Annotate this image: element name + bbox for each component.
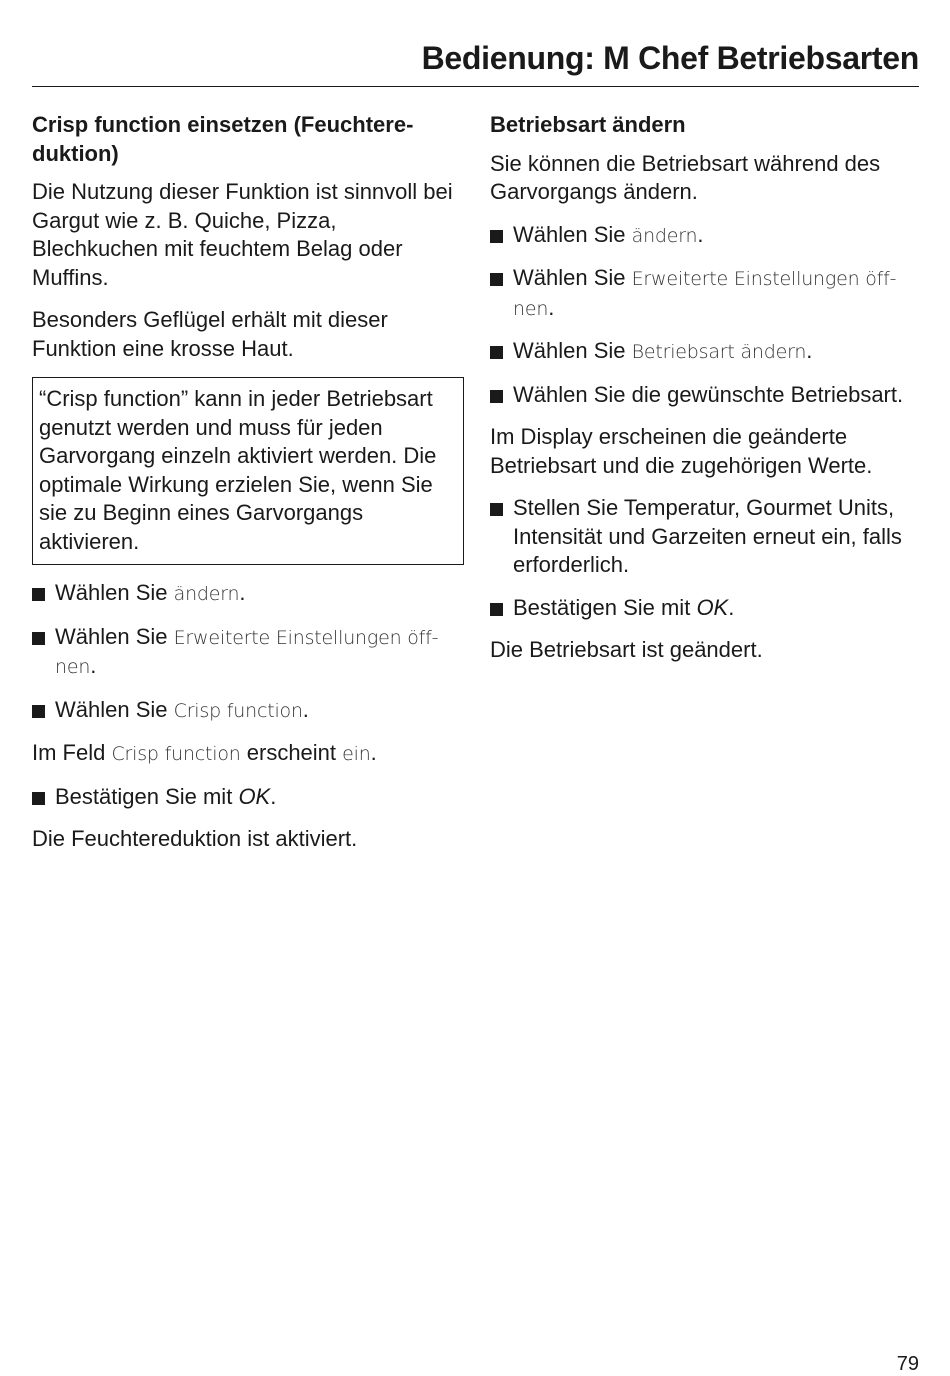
right-step-set-values bbox=[490, 494, 922, 580]
section-heading-crisp-function: Crisp function einsetzen (Feuchtereduktion) bbox=[32, 112, 414, 166]
step-text: Wählen Sie bbox=[55, 623, 174, 649]
step-text: Wählen Sie bbox=[513, 338, 632, 363]
crisp-note-text: “Crisp function” kann in jeder Betriebsart genutzt werden und muss für jeden Garvorgang einzeln aktiviert werden. Die optimale Wirkung erzielen Sie, wenn Sie sie zu Beginn eines Garvorgangs aktivieren. bbox=[39, 386, 437, 554]
step-punct: . bbox=[302, 696, 309, 722]
crisp-result-paragraph: Die Feuchtereduktion ist aktiviert. bbox=[32, 826, 358, 851]
right-column bbox=[490, 111, 922, 679]
step-punct: . bbox=[697, 221, 704, 247]
display-text: Erweiterte Einstellungen öffnen bbox=[55, 626, 439, 678]
bullet-square-icon bbox=[490, 390, 503, 403]
field-text-mid: erscheint bbox=[240, 740, 343, 765]
display-text: ein bbox=[342, 743, 371, 765]
left-step-confirm bbox=[32, 783, 464, 812]
crisp-intro-paragraph: Die Nutzung dieser Funktion ist sinnvoll bei Gargut wie z. B. Quiche, Pizza, Blechkuchen mit feuchtem Belag oder Muffins. bbox=[32, 179, 453, 290]
step-text: Stellen Sie Temperatur, Gourmet Units, Intensität und Garzeiten erneut ein, falls erforderlich. bbox=[513, 495, 902, 577]
step-text: Bestätigen Sie mit bbox=[55, 783, 239, 809]
bullet-square-icon bbox=[32, 705, 45, 718]
right-step-confirm bbox=[490, 594, 922, 623]
left-step-advanced-settings bbox=[32, 623, 464, 682]
header-divider bbox=[32, 86, 919, 87]
step-text: Wählen Sie die gewünschte Betriebsart. bbox=[513, 381, 904, 407]
step-text: Wählen Sie bbox=[55, 696, 174, 722]
bullet-square-icon bbox=[490, 273, 503, 286]
bullet-square-icon bbox=[32, 588, 45, 601]
display-info-paragraph: Im Display erscheinen die geänderte Betriebsart und die zugehörigen Werte. bbox=[490, 424, 873, 478]
bullet-square-icon bbox=[490, 603, 503, 616]
change-mode-intro-paragraph: Sie können die Betriebsart während des Garvorgangs ändern. bbox=[490, 150, 881, 204]
step-punct: . bbox=[270, 783, 277, 809]
display-text: Erweiterte Einstellungen öffnen bbox=[513, 268, 897, 320]
display-text: Crisp function bbox=[111, 743, 241, 765]
crisp-note-box bbox=[32, 377, 464, 565]
left-step-change bbox=[32, 579, 464, 609]
step-punct: . bbox=[806, 338, 813, 363]
step-text: Bestätigen Sie mit bbox=[513, 594, 697, 620]
bullet-square-icon bbox=[490, 230, 503, 243]
page-title: Bedienung: M Chef Betriebsarten bbox=[421, 40, 919, 76]
step-punct: . bbox=[548, 294, 555, 320]
field-status-paragraph bbox=[32, 739, 464, 769]
bullet-square-icon bbox=[490, 346, 503, 359]
right-step-advanced-settings bbox=[490, 264, 922, 323]
bullet-square-icon bbox=[32, 632, 45, 645]
ok-text: OK bbox=[696, 594, 729, 620]
step-punct: . bbox=[239, 580, 246, 605]
field-text-post: . bbox=[370, 740, 377, 765]
display-text: ändern bbox=[631, 224, 698, 247]
bullet-square-icon bbox=[490, 503, 503, 516]
right-step-select-mode bbox=[490, 381, 922, 410]
poultry-paragraph: Besonders Geflügel erhält mit dieser Funktion eine krosse Haut. bbox=[32, 307, 388, 361]
step-punct: . bbox=[728, 594, 735, 620]
step-text: Wählen Sie bbox=[513, 265, 632, 290]
change-mode-result-paragraph: Die Betriebsart ist geändert. bbox=[490, 637, 763, 662]
right-step-change-mode bbox=[490, 337, 922, 367]
step-text: Wählen Sie bbox=[513, 221, 632, 247]
step-punct: . bbox=[90, 653, 97, 678]
right-step-change bbox=[490, 221, 922, 251]
left-step-crisp-function bbox=[32, 696, 464, 726]
display-text: ändern bbox=[173, 583, 240, 605]
ok-text: OK bbox=[238, 783, 271, 809]
field-text-pre: Im Feld bbox=[32, 740, 112, 765]
bullet-square-icon bbox=[32, 792, 45, 805]
display-text: Crisp function bbox=[173, 699, 303, 722]
page-number: 79 bbox=[896, 1353, 919, 1375]
left-column bbox=[32, 111, 464, 868]
display-text: Betriebsart ändern bbox=[631, 341, 807, 363]
step-text: Wählen Sie bbox=[55, 580, 174, 605]
section-heading-change-mode: Betriebsart ändern bbox=[490, 112, 686, 137]
